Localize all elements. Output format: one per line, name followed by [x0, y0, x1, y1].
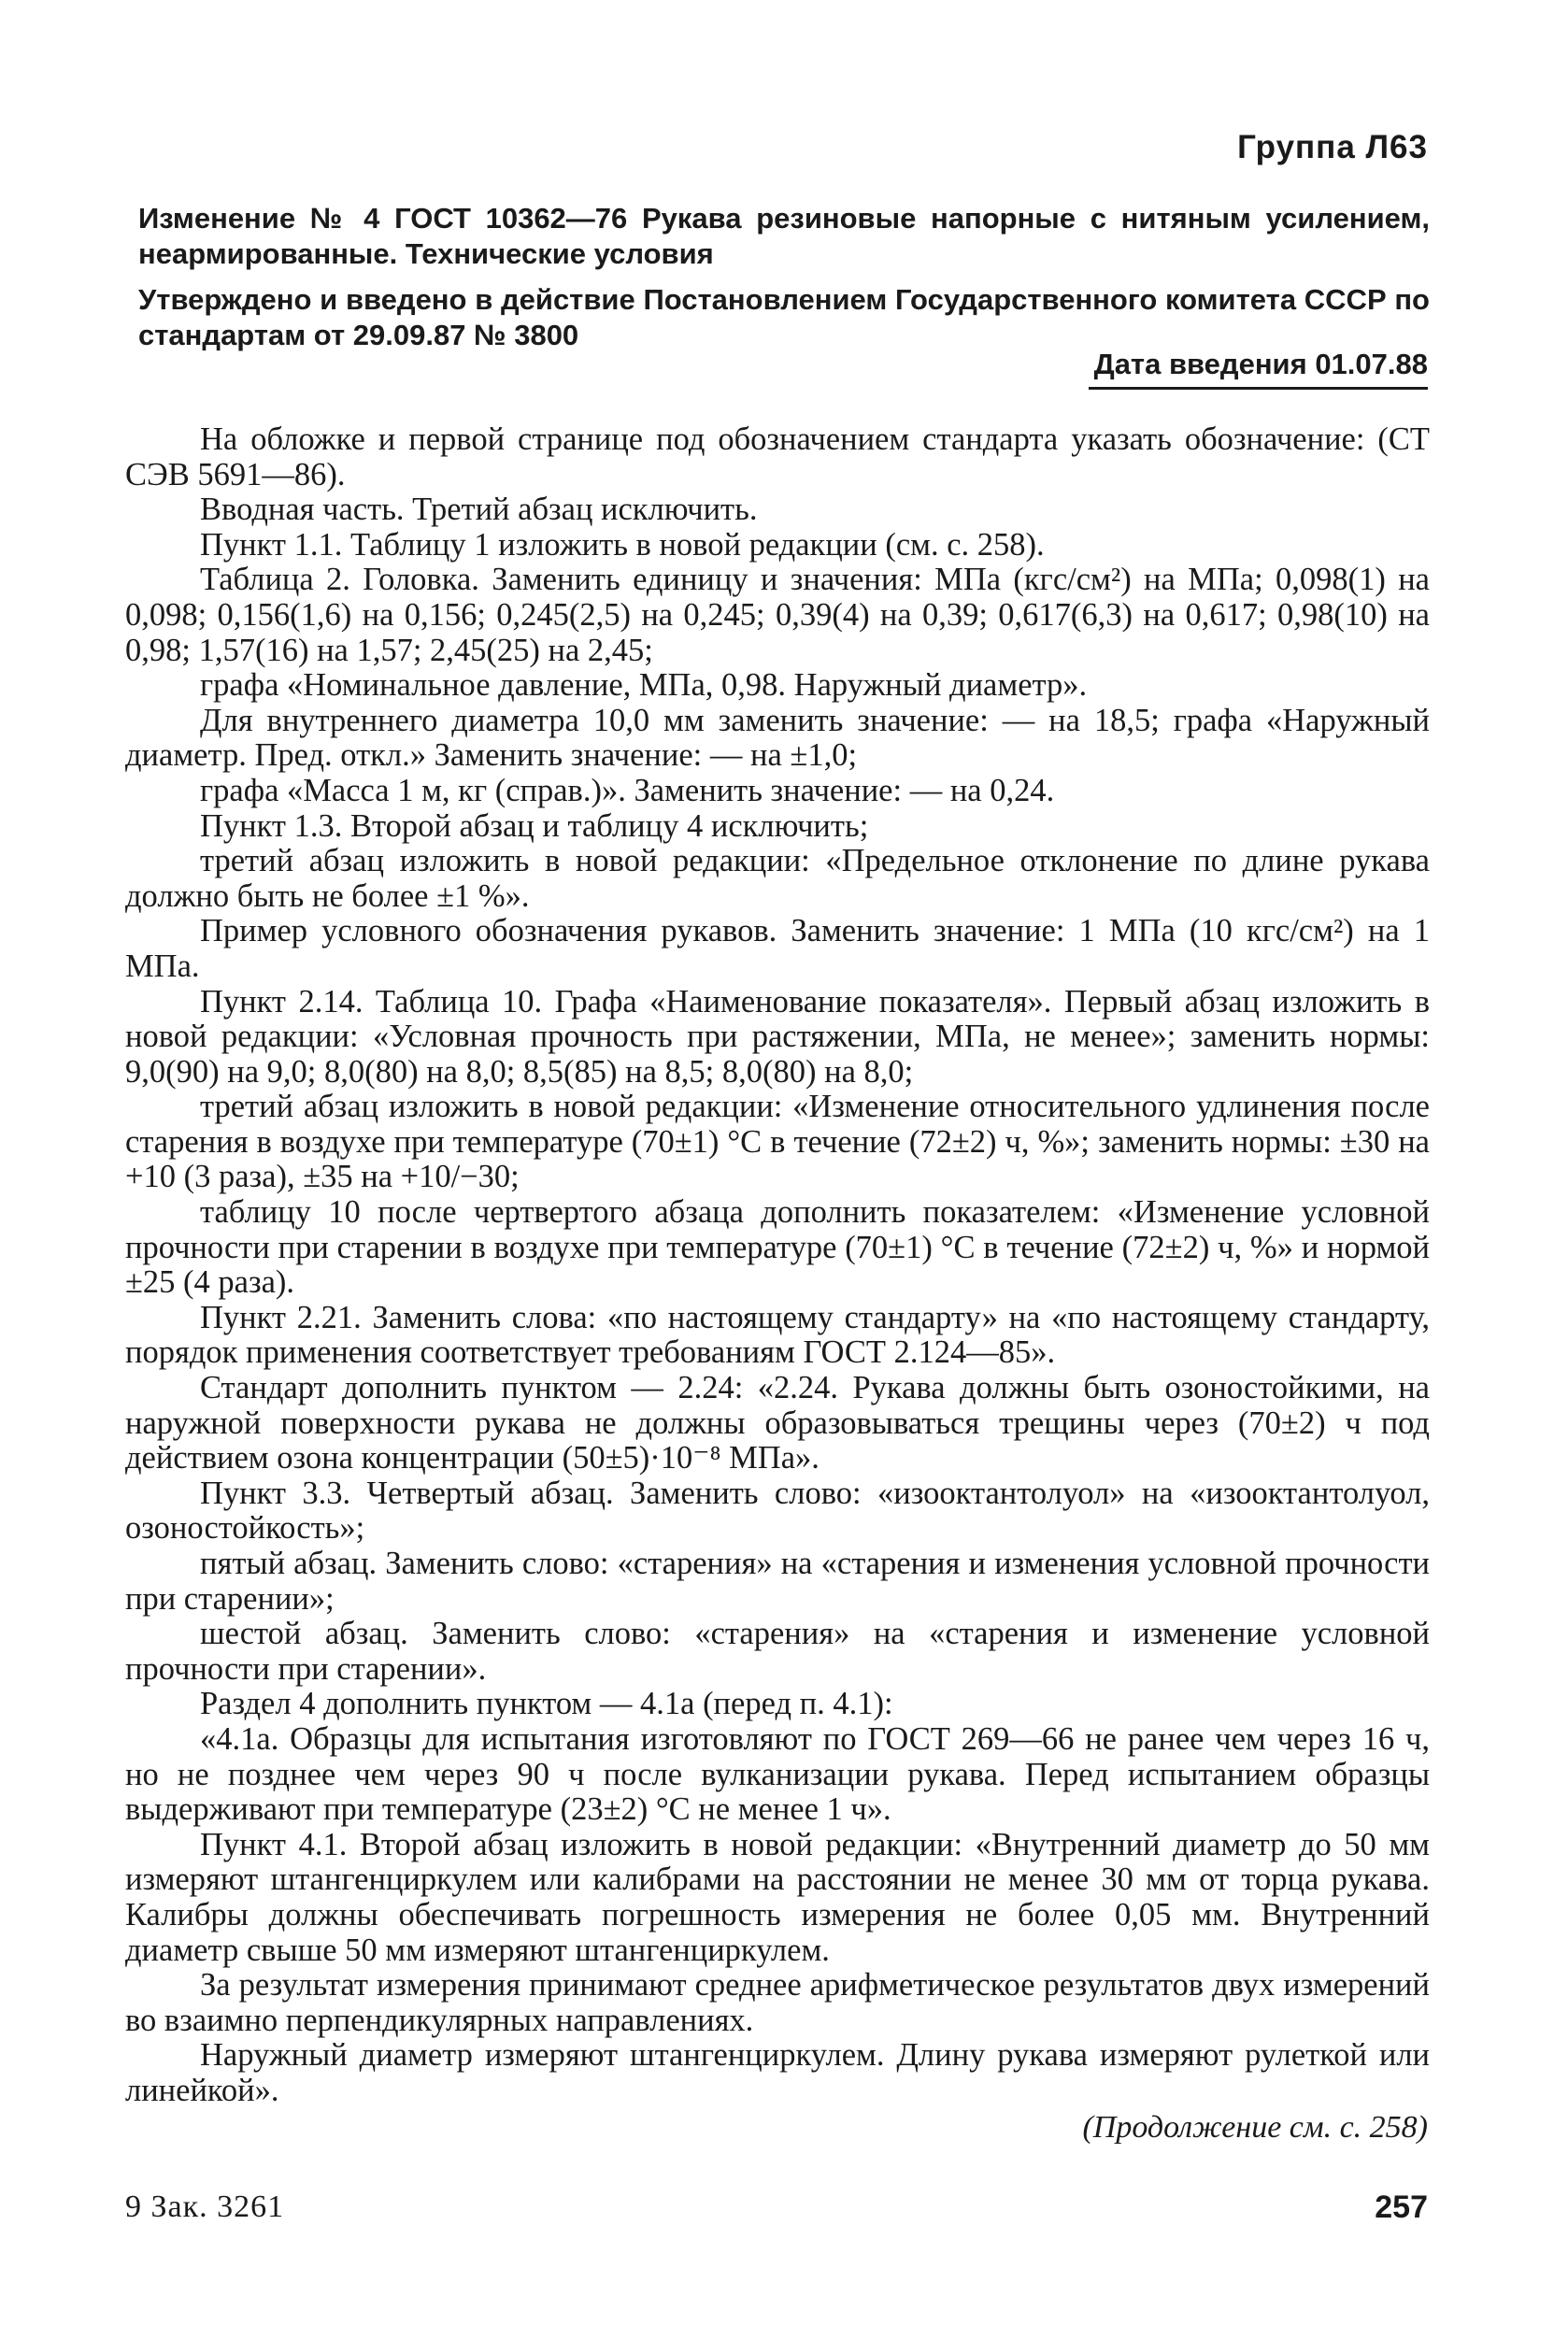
paragraph: Вводная часть. Третий абзац исключить.	[200, 492, 758, 528]
group-label: Группа Л63	[1237, 129, 1428, 165]
paragraph: На обложке и первой странице под обозначением стандарта указать обозначение: (СТ СЭВ 5691—86).	[125, 421, 1430, 492]
paragraph: Для внутреннего диаметра 10,0 мм заменить значение: — на 18,5; графа «Наружный диаметр. Пред. откл.» Заменить значение: — на ±1,0;	[125, 702, 1430, 774]
paragraph: Таблица 2. Головка. Заменить единицу и значения: МПа (кгс/см²) на МПа; 0,098(1) на 0,098; 0,156(1,6) на 0,156; 0,245(2,5) на 0,245; 0,39(4) на 0,39; 0,617(6,3) на 0,617; 0,98(10) на 0,98; 1,57(16) на 1,57; 2,45(25) на 2,45;	[125, 562, 1430, 668]
paragraph: Пункт 3.3. Четвертый абзац. Заменить слово: «изооктантолуол» на «изооктантолуол, озоностойкость»;	[125, 1475, 1430, 1547]
paragraph: пятый абзац. Заменить слово: «старения» на «старения и изменения условной прочности при старении»;	[125, 1546, 1430, 1617]
paragraph: Раздел 4 дополнить пунктом — 4.1а (перед п. 4.1):	[200, 1686, 893, 1722]
continuation-note: (Продолжение см. с. 258)	[1082, 2110, 1428, 2145]
paragraph: третий абзац изложить в новой редакции: «Предельное отклонение по длине рукава должно быть не более ±1 %».	[125, 843, 1430, 914]
paragraph: графа «Номинальное давление, МПа, 0,98. Наружный диаметр».	[200, 667, 1088, 704]
paragraph: За результат измерения принимают среднее арифметическое результатов двух измерений во взаимно перпендикулярных направлениях.	[125, 1967, 1430, 2038]
document-body	[125, 422, 1430, 2109]
page-number: 257	[1375, 2189, 1428, 2225]
paragraph: Пункт 1.1. Таблицу 1 изложить в новой редакции (см. с. 258).	[200, 526, 1045, 563]
paragraph: таблицу 10 после чертвертого абзаца дополнить показателем: «Изменение условной прочности при старении в воздухе при температуре (70±1) °С в течение (72±2) ч, %» и нормой ±25 (4 раза).	[125, 1194, 1430, 1301]
paragraph: третий абзац изложить в новой редакции: «Изменение относительного удлинения после старения в воздухе при температуре (70±1) °С в течение (72±2) ч, %»; заменить нормы: ±30 на +10 (3 раза), ±35 на +10/−30;	[125, 1089, 1430, 1195]
paragraph: Пункт 2.14. Таблица 10. Графа «Наименование показателя». Первый абзац изложить в новой редакции: «Условная прочность при растяжении, МПа, не менее»; заменить нормы: 9,0(90) на 9,0; 8,0(80) на 8,0; 8,5(85) на 8,5; 8,0(80) на 8,0;	[125, 983, 1430, 1090]
paragraph: Наружный диаметр измеряют штангенциркулем. Длину рукава измеряют рулеткой или линейкой».	[125, 2037, 1430, 2108]
order-number: 9 Зак. 3261	[125, 2189, 285, 2224]
paragraph: Пункт 1.3. Второй абзац и таблицу 4 исключить;	[200, 807, 869, 844]
paragraph: Пункт 4.1. Второй абзац изложить в новой редакции: «Внутренний диаметр до 50 мм измеряют штангенциркулем или калибрами на расстоянии не менее 30 мм от торца рукава. Калибры должны обеспечивать погрешность измерения не более 0,05 мм. Внутренний диаметр свыше 50 мм измеряют штангенциркулем.	[125, 1826, 1430, 1968]
approval-statement: Утверждено и введено в действие Постановлением Государственного комитета СССР по стандартам от 29.09.87 № 3800	[138, 283, 1430, 351]
paragraph: «4.1а. Образцы для испытания изготовляют по ГОСТ 269—66 не ранее чем через 16 ч, но не позднее чем через 90 ч после вулканизации рукава. Перед испытанием образцы выдерживают при температуре (23±2) °С не менее 1 ч».	[125, 1720, 1430, 1828]
paragraph: Стандарт дополнить пунктом — 2.24: «2.24. Рукава должны быть озоностойкими, на наружной поверхности рукава не должны образовываться трещины через (70±2) ч под действием озона концентрации (50±5)·10⁻⁸ МПа».	[125, 1370, 1430, 1476]
effective-date: Дата введения 01.07.88	[1089, 348, 1428, 390]
paragraph: графа «Масса 1 м, кг (справ.)». Заменить значение: — на 0,24.	[200, 772, 1055, 808]
paragraph: Пример условного обозначения рукавов. Заменить значение: 1 МПа (10 кгс/см²) на 1 МПа.	[125, 913, 1430, 984]
paragraph: шестой абзац. Заменить слово: «старения» на «старения и изменение условной прочности при старении».	[125, 1616, 1430, 1687]
paragraph: Пункт 2.21. Заменить слова: «по настоящему стандарту» на «по настоящему стандарту, порядок применения соответствует требованиям ГОСТ 2.124—85».	[125, 1299, 1430, 1371]
amendment-title: Изменение № 4 ГОСТ 10362—76 Рукава резиновые напорные с нитяным усилением, неармированные. Технические условия	[138, 202, 1430, 270]
